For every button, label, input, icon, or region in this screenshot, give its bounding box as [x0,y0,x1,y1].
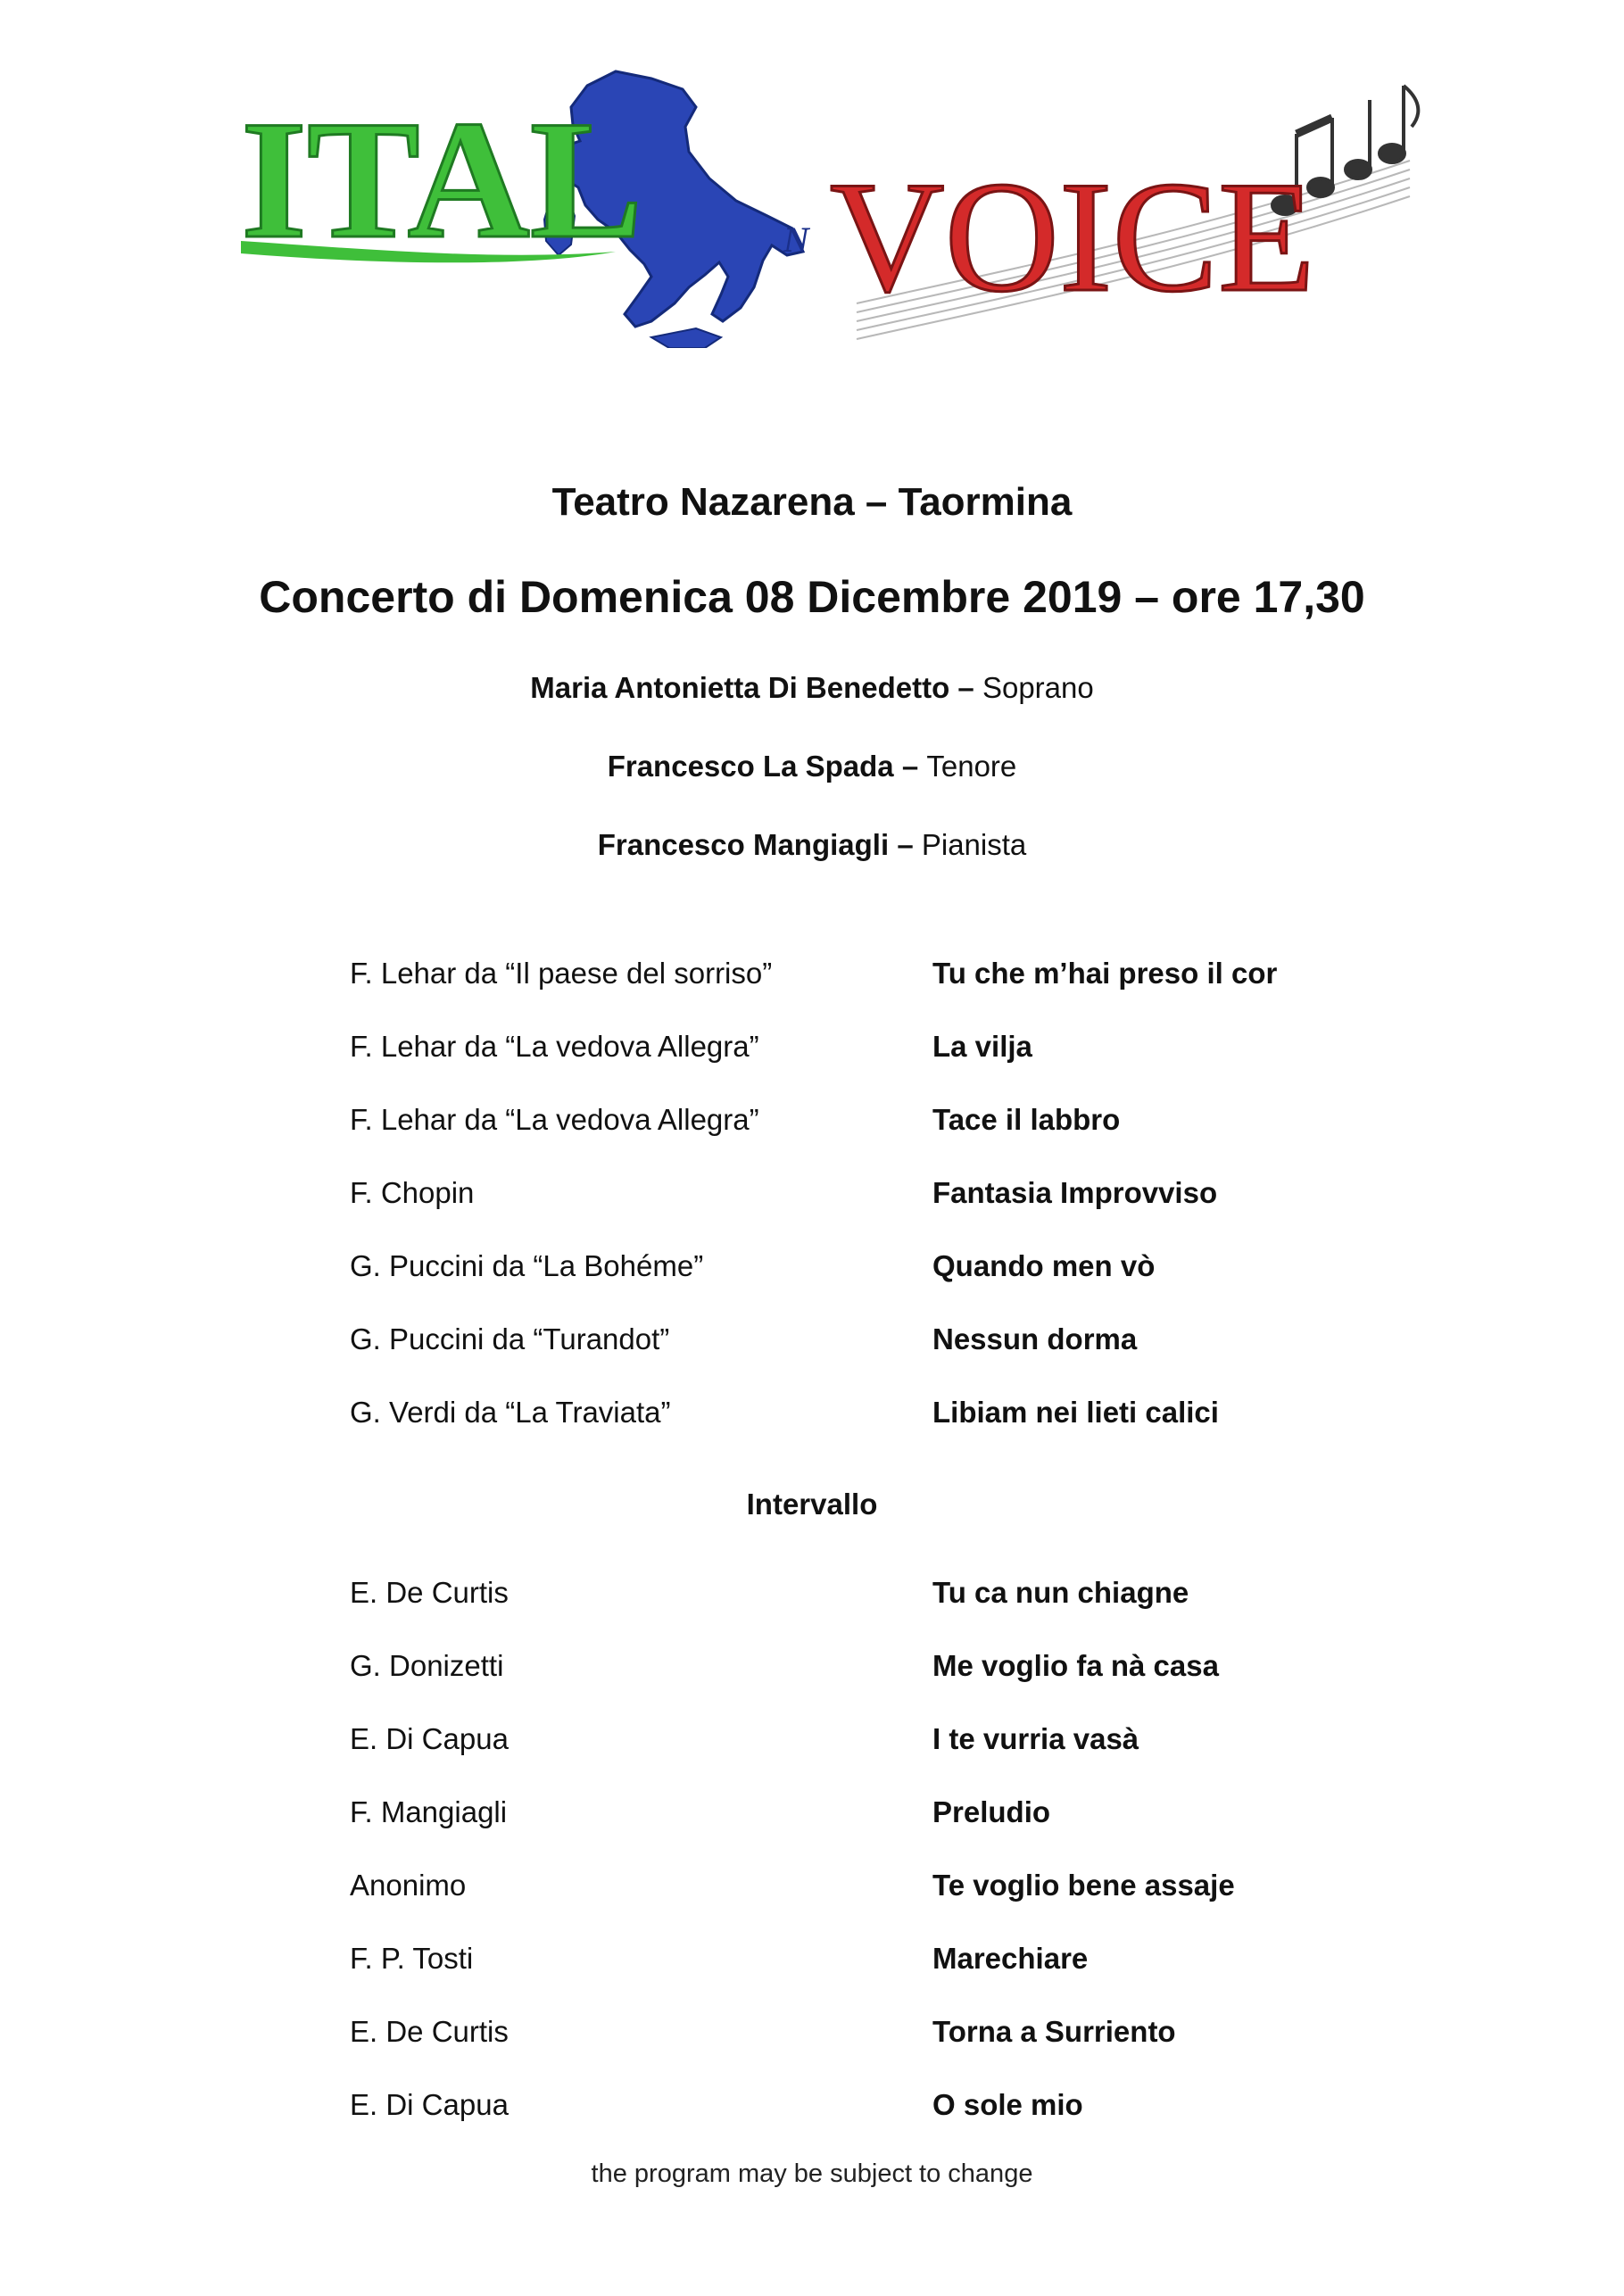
program-row [0,1396,1624,1440]
program-title: Quando men vò [932,1249,1156,1282]
program-composer: E. De Curtis [350,1576,509,1609]
performer-name: Francesco La Spada [607,750,894,783]
performer-name: Maria Antonietta Di Benedetto [530,671,950,704]
performer-name: Francesco Mangiagli [597,828,890,861]
performer-line [0,828,1624,862]
performer-role: Soprano [982,671,1094,704]
italnvoice-logo [232,54,1428,348]
sicily-shape [651,328,721,348]
program-title: Te voglio bene assaje [932,1869,1235,1902]
logo-ital-text: ITAL [241,87,643,274]
performer-separator: – [949,671,982,704]
program-title: Tace il labbro [932,1103,1121,1136]
program-row [0,2088,1624,2133]
program-composer: F. Lehar da “La vedova Allegra” [350,1103,759,1136]
interval-heading: Intervallo [746,1488,878,1521]
program-title: Tu che m’hai preso il cor [932,957,1278,990]
program-composer: E. Di Capua [350,2088,509,2121]
program-row [0,1649,1624,1694]
performer-role: Tenore [926,750,1017,783]
program-composer: F. Mangiagli [350,1795,508,1828]
program-title: Preludio [932,1795,1051,1828]
program-row [0,1869,1624,1913]
program-row [0,1322,1624,1367]
program-composer: Anonimo [350,1869,467,1902]
program-row [0,1103,1624,1148]
program-title: Nessun dorma [932,1322,1138,1355]
program-composer: F. P. Tosti [350,1942,474,1975]
program-title: Libiam nei lieti calici [932,1396,1219,1429]
logo-voice-text: VOICE [830,148,1315,325]
program-title: Me voglio fa nà casa [932,1649,1219,1682]
performer-line [0,671,1624,705]
program-row [0,1249,1624,1294]
program-row [0,1722,1624,1767]
venue-heading: Teatro Nazarena – Taormina [551,480,1073,524]
program-composer: F. Chopin [350,1176,475,1209]
logo-n-text: N [783,220,809,260]
program-row [0,1795,1624,1840]
program-title: Tu ca nun chiagne [932,1576,1189,1609]
performer-line [0,750,1624,783]
program-row [0,1576,1624,1620]
program-title: La vilja [932,1030,1032,1063]
program-row [0,1176,1624,1221]
program-composer: G. Puccini da “La Bohéme” [350,1249,704,1282]
performer-role: Pianista [921,828,1027,861]
program-composer: G. Donizetti [350,1649,504,1682]
program-composer: F. Lehar da “La vedova Allegra” [350,1030,759,1063]
footer-note: the program may be subject to change [591,2159,1033,2188]
performer-separator: – [889,828,922,861]
program-composer: E. De Curtis [350,2015,509,2048]
program-row [0,957,1624,1001]
program-row [0,1030,1624,1074]
program-title: Marechiare [932,1942,1089,1975]
program-composer: E. Di Capua [350,1722,509,1755]
program-title: O sole mio [932,2088,1083,2121]
program-title: Torna a Surriento [932,2015,1176,2048]
program-row [0,1942,1624,1986]
program-title: Fantasia Improvviso [932,1176,1218,1209]
program-composer: G. Puccini da “Turandot” [350,1322,670,1355]
program-composer: G. Verdi da “La Traviata” [350,1396,671,1429]
concert-heading: Concerto di Domenica 08 Dicembre 2019 – ore 17,30 [259,572,1365,622]
performer-separator: – [893,750,927,783]
program-composer: F. Lehar da “Il paese del sorriso” [350,957,773,990]
program-title: I te vurria vasà [932,1722,1139,1755]
program-row [0,2015,1624,2060]
